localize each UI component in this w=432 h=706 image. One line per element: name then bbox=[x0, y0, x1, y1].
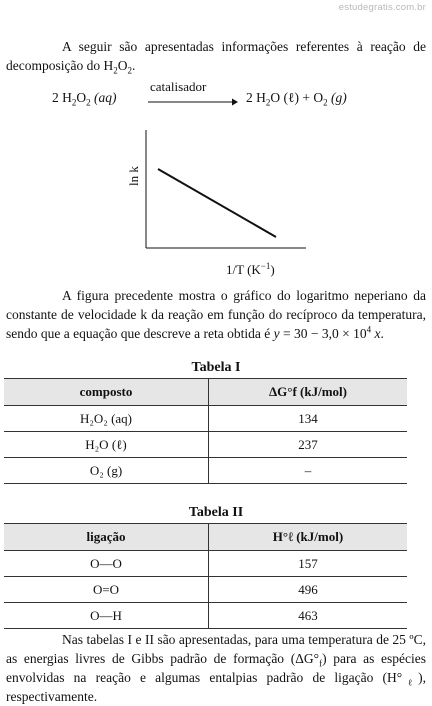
table1-value: – bbox=[209, 458, 408, 484]
table1 bbox=[4, 378, 407, 484]
closing-paragraph: Nas tabelas I e II são apresentadas, para uma temperatura de 25 ºC, as energias livres de Gibbs padrão de formação $(\Delta G^\circ_f)$ para as espécies envolvidas na reação e algumas entalpias padrão de ligação $(H^\circ_\ell)$, respectivamente. bbox=[6, 632, 427, 704]
table2-value: 463 bbox=[209, 603, 408, 629]
table1-compound: H₂O₂ (aq) bbox=[4, 406, 209, 432]
table2-header-enthalpy: H°ℓ (kJ/mol) bbox=[209, 524, 408, 551]
table1-header-compound: composto bbox=[4, 379, 209, 406]
y-axis-label: ln k bbox=[126, 166, 141, 186]
x-axis-label: 1/T $(K^{-1})$ bbox=[226, 261, 275, 277]
table2-header-bond: ligação bbox=[4, 524, 209, 551]
table1-header-gibbs: ΔG°f (kJ/mol) bbox=[209, 379, 408, 406]
table1-compound: H₂O (ℓ) bbox=[4, 432, 209, 458]
products: 2 $H_2O$ (ℓ) + $O_2$ (g) bbox=[246, 90, 347, 108]
table1-value: 134 bbox=[209, 406, 408, 432]
table1-title: Tabela I bbox=[191, 360, 241, 375]
table2-value: 157 bbox=[209, 551, 408, 577]
table-row bbox=[4, 406, 407, 432]
table2-bond: O—H bbox=[4, 603, 209, 629]
watermark: estudegratis.com.br bbox=[338, 2, 426, 13]
table-row bbox=[4, 603, 407, 629]
table2 bbox=[4, 523, 407, 629]
table-row bbox=[4, 577, 407, 603]
reaction-arrow bbox=[148, 97, 238, 107]
data-line bbox=[158, 169, 276, 237]
reaction-equation bbox=[52, 79, 372, 122]
table2-bond: O=O bbox=[4, 577, 209, 603]
figure-description: A figura precedente mostra o gráfico do logaritmo neperiano da constante de velocidade k da reação em função do recíproco da temperatura, sendo que a equação que descreve a reta obtida é $y = 30 - 3,0 \times 10^4$ x. bbox=[6, 288, 426, 341]
reactants: 2 $H_2O_2$ (aq) bbox=[52, 90, 117, 108]
table1-compound: O₂ (g) bbox=[4, 458, 209, 484]
table2-bond: O—O bbox=[4, 551, 209, 577]
table1-value: 237 bbox=[209, 432, 408, 458]
table-row bbox=[4, 432, 407, 458]
table2-value: 496 bbox=[209, 577, 408, 603]
intro-paragraph: A seguir são apresentadas informações referentes à reação de decomposição do $H_2O_2$. bbox=[6, 39, 427, 76]
catalyst-label: catalisador bbox=[150, 79, 207, 94]
lnk-vs-inverse-t-chart bbox=[118, 126, 318, 280]
table-row bbox=[4, 458, 407, 484]
table-row bbox=[4, 551, 407, 577]
table2-title: Tabela II bbox=[188, 505, 244, 520]
